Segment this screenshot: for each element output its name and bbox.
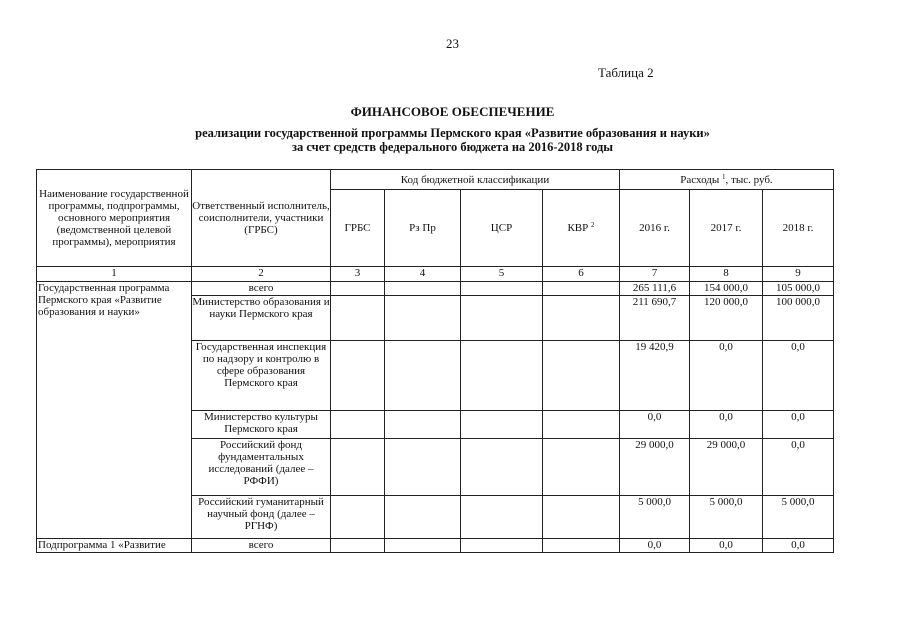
grbs-cell bbox=[331, 341, 385, 411]
column-number: 5 bbox=[461, 267, 543, 282]
csr-cell bbox=[461, 296, 543, 341]
header-2018: 2018 г. bbox=[763, 190, 834, 267]
header-2016: 2016 г. bbox=[620, 190, 690, 267]
title-line-1: ФИНАНСОВОЕ ОБЕСПЕЧЕНИЕ bbox=[350, 104, 555, 119]
value-2017: 120 000,0 bbox=[690, 296, 763, 341]
csr-cell bbox=[461, 282, 543, 296]
title-line-2: реализации государственной программы Пермского края «Развитие образования и науки» bbox=[195, 126, 710, 140]
value-2018: 0,0 bbox=[763, 539, 834, 553]
header-expenses-group bbox=[620, 170, 834, 190]
rzpr-cell bbox=[385, 296, 461, 341]
rzpr-cell bbox=[385, 539, 461, 553]
rzpr-cell bbox=[385, 282, 461, 296]
kvr-cell bbox=[543, 296, 620, 341]
page-number: 23 bbox=[446, 36, 459, 51]
header-kvr-label: КВР bbox=[567, 222, 589, 234]
value-2018: 0,0 bbox=[763, 341, 834, 411]
table-row bbox=[37, 282, 834, 296]
executor-cell: всего bbox=[192, 539, 331, 553]
header-csr: ЦСР bbox=[461, 190, 543, 267]
value-2017: 0,0 bbox=[690, 411, 763, 439]
header-kvr bbox=[543, 190, 620, 267]
csr-cell bbox=[461, 411, 543, 439]
csr-cell bbox=[461, 496, 543, 539]
header-grbs: ГРБС bbox=[331, 190, 385, 267]
rzpr-cell bbox=[385, 439, 461, 496]
column-number: 3 bbox=[331, 267, 385, 282]
financing-table bbox=[36, 169, 834, 553]
csr-cell bbox=[461, 439, 543, 496]
rzpr-cell bbox=[385, 496, 461, 539]
value-2016: 265 111,6 bbox=[620, 282, 690, 296]
grbs-cell bbox=[331, 296, 385, 341]
table-label: Таблица 2 bbox=[598, 65, 654, 80]
grbs-cell bbox=[331, 439, 385, 496]
value-2018: 100 000,0 bbox=[763, 296, 834, 341]
value-2018: 105 000,0 bbox=[763, 282, 834, 296]
header-expenses-label: Расходы bbox=[680, 173, 720, 186]
executor-cell: всего bbox=[192, 282, 331, 296]
subprogram-name: Подпрограмма 1 «Развитие bbox=[37, 539, 192, 553]
column-number: 8 bbox=[690, 267, 763, 282]
kvr-cell bbox=[543, 341, 620, 411]
header-rzpr: Рз Пр bbox=[385, 190, 461, 267]
kvr-cell bbox=[543, 282, 620, 296]
table-row bbox=[37, 539, 834, 553]
kvr-cell bbox=[543, 411, 620, 439]
value-2017: 0,0 bbox=[690, 341, 763, 411]
document-title bbox=[0, 104, 905, 154]
header-executor: Ответственный исполнитель, соисполнители, участники (ГРБС) bbox=[192, 170, 331, 267]
value-2017: 29 000,0 bbox=[690, 439, 763, 496]
grbs-cell bbox=[331, 539, 385, 553]
value-2018: 5 000,0 bbox=[763, 496, 834, 539]
value-2017: 5 000,0 bbox=[690, 496, 763, 539]
header-expenses-footnote: 1 bbox=[722, 172, 726, 181]
program-name: Государственная программа Пермского края «Развитие образования и науки» bbox=[37, 282, 192, 539]
column-numbers-row bbox=[37, 267, 834, 282]
value-2016: 5 000,0 bbox=[620, 496, 690, 539]
value-2016: 211 690,7 bbox=[620, 296, 690, 341]
value-2016: 19 420,9 bbox=[620, 341, 690, 411]
header-name: Наименование государственной программы, подпрограммы, основного мероприятия (ведомственной целевой программы), мероприятия bbox=[37, 170, 192, 267]
executor-cell: Российский гуманитарный научный фонд (далее – РГНФ) bbox=[192, 496, 331, 539]
csr-cell bbox=[461, 539, 543, 553]
column-number: 9 bbox=[763, 267, 834, 282]
title-line-3: за счет средств федерального бюджета на 2016-2018 годы bbox=[291, 140, 614, 154]
value-2017: 0,0 bbox=[690, 539, 763, 553]
value-2018: 0,0 bbox=[763, 411, 834, 439]
kvr-cell bbox=[543, 539, 620, 553]
value-2018: 0,0 bbox=[763, 439, 834, 496]
header-2017: 2017 г. bbox=[690, 190, 763, 267]
kvr-cell bbox=[543, 496, 620, 539]
value-2016: 29 000,0 bbox=[620, 439, 690, 496]
executor-cell: Министерство культуры Пермского края bbox=[192, 411, 331, 439]
header-expenses-unit: , тыс. руб. bbox=[725, 173, 773, 186]
column-number: 1 bbox=[37, 267, 192, 282]
executor-cell: Государственная инспекция по надзору и контролю в сфере образования Пермского края bbox=[192, 341, 331, 411]
rzpr-cell bbox=[385, 341, 461, 411]
header-kbk-group: Код бюджетной классификации bbox=[331, 170, 620, 190]
value-2017: 154 000,0 bbox=[690, 282, 763, 296]
value-2016: 0,0 bbox=[620, 539, 690, 553]
header-kvr-footnote: 2 bbox=[591, 221, 595, 229]
grbs-cell bbox=[331, 411, 385, 439]
executor-cell: Российский фонд фундаментальных исследований (далее – РФФИ) bbox=[192, 439, 331, 496]
column-number: 4 bbox=[385, 267, 461, 282]
value-2016: 0,0 bbox=[620, 411, 690, 439]
grbs-cell bbox=[331, 496, 385, 539]
rzpr-cell bbox=[385, 411, 461, 439]
grbs-cell bbox=[331, 282, 385, 296]
executor-cell: Министерство образования и науки Пермского края bbox=[192, 296, 331, 341]
column-number: 2 bbox=[192, 267, 331, 282]
column-number: 6 bbox=[543, 267, 620, 282]
column-number: 7 bbox=[620, 267, 690, 282]
csr-cell bbox=[461, 341, 543, 411]
kvr-cell bbox=[543, 439, 620, 496]
